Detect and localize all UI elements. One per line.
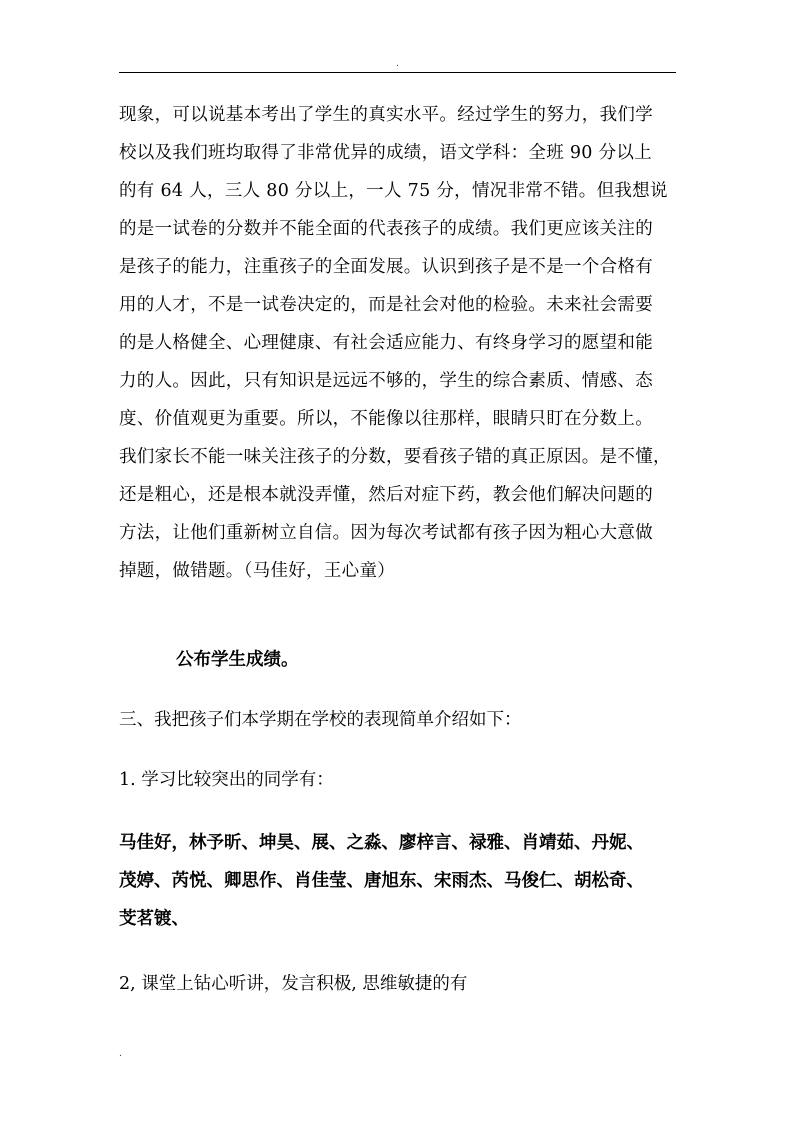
paragraph-line: 掉题，做错题。（马佳好，王心童） (119, 561, 396, 581)
announce-scores-heading: 公布学生成绩。 (176, 650, 299, 670)
body-paragraph (119, 96, 679, 590)
paragraph-line: 现象，可以说基本考出了学生的真实水平。经过学生的努力，我们学 (119, 105, 653, 125)
paragraph-line: 的是人格健全、心理健康、有社会适应能力、有终身学习的愿望和能 (119, 333, 653, 353)
section-three-heading: 三、我把孩子们本学期在学校的表现简单介绍如下： (119, 710, 522, 730)
paragraph-line: 是孩子的能力，注重孩子的全面发展。认识到孩子是不是一个合格有 (119, 257, 653, 277)
student-names-list (119, 824, 644, 938)
paragraph-line: 我们家长不能一味关注孩子的分数，要看孩子错的真正原因。是不懂， (119, 447, 671, 467)
paragraph-line: 度、价值观更为重要。所以，不能像以往那样，眼睛只盯在分数上。 (119, 409, 653, 429)
item-one-heading: 1. 学习比较突出的同学有： (119, 770, 334, 790)
paragraph-line: 的是一试卷的分数并不能全面的代表孩子的成绩。我们更应该关注的 (119, 219, 653, 239)
names-line: 芠茗镀、 (119, 909, 189, 929)
footer-mark: . (119, 1049, 122, 1059)
header-rule (119, 72, 676, 73)
item-two-heading: 2, 课堂上钻心听讲，发言积极, 思维敏捷的有 (119, 974, 468, 994)
names-line: 茂婷、芮悦、卿思作、肖佳莹、唐旭东、宋雨杰、马俊仁、胡松奇、 (119, 871, 644, 891)
paragraph-line: 还是粗心，还是根本就没弄懂，然后对症下药，教会他们解决问题的 (119, 485, 653, 505)
paragraph-line: 校以及我们班均取得了非常优异的成绩，语文学科：全班 90 分以上 (119, 143, 652, 163)
paragraph-line: 的有 64 人，三人 80 分以上，一人 75 分，情况非常不错。但我想说 (119, 181, 668, 201)
paragraph-line: 力的人。因此，只有知识是远远不够的，学生的综合素质、情感、态 (119, 371, 653, 391)
names-line: 马佳好，林予昕、坤昊、展、之淼、廖梓言、禄雅、肖靖茹、丹妮、 (119, 833, 644, 853)
paragraph-line: 方法，让他们重新树立自信。因为每次考试都有孩子因为粗心大意做 (119, 523, 653, 543)
paragraph-line: 用的人才，不是一试卷决定的，而是社会对他的检验。未来社会需要 (119, 295, 653, 315)
header-mark: . (396, 59, 399, 69)
